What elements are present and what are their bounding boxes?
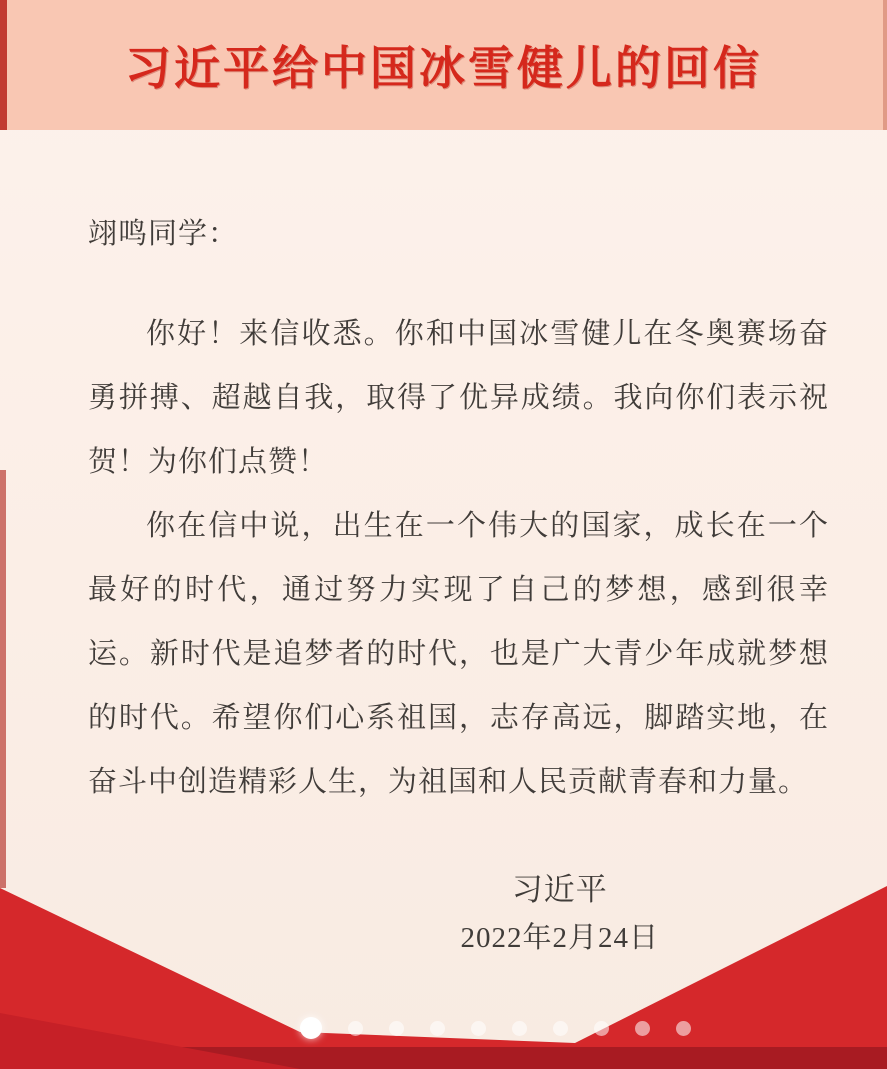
signoff-block	[460, 868, 659, 964]
signature-date: 2022年2月24日	[460, 922, 659, 954]
left-edge-strip-top	[0, 0, 7, 130]
carousel-dot-active[interactable]	[300, 1017, 322, 1039]
carousel-dots	[300, 1017, 691, 1039]
carousel-dot[interactable]	[430, 1021, 445, 1036]
paragraph-1: 你好！来信收悉。你和中国冰雪健儿在冬奥赛场奋勇拼搏、超越自我，取得了优异成绩。我向你们表示祝贺！为你们点赞！	[88, 318, 829, 478]
carousel-dot[interactable]	[512, 1021, 527, 1036]
paragraph-2: 你在信中说，出生在一个伟大的国家，成长在一个最好的时代，通过努力实现了自己的梦想，感到很幸运。新时代是追梦者的时代，也是广大青少年成就梦想的时代。希望你们心系祖国，志存高远，脚踏实地，在奋斗中创造精彩人生，为祖国和人民贡献青春和力量。	[88, 510, 829, 798]
carousel-dot[interactable]	[348, 1021, 363, 1036]
letter-body	[0, 130, 887, 964]
carousel-dot[interactable]	[553, 1021, 568, 1036]
left-edge-strip-mid	[0, 470, 6, 888]
page-title: 习近平给中国冰雪健儿的回信	[125, 42, 762, 94]
carousel-dot[interactable]	[471, 1021, 486, 1036]
salutation: 翊鸣同学：	[88, 218, 239, 250]
signature: 习近平	[511, 872, 608, 907]
title-banner	[0, 0, 887, 130]
right-edge-strip-top	[883, 0, 887, 130]
carousel-dot[interactable]	[676, 1021, 691, 1036]
carousel-dot[interactable]	[635, 1021, 650, 1036]
carousel-dot[interactable]	[594, 1021, 609, 1036]
carousel-dot[interactable]	[389, 1021, 404, 1036]
